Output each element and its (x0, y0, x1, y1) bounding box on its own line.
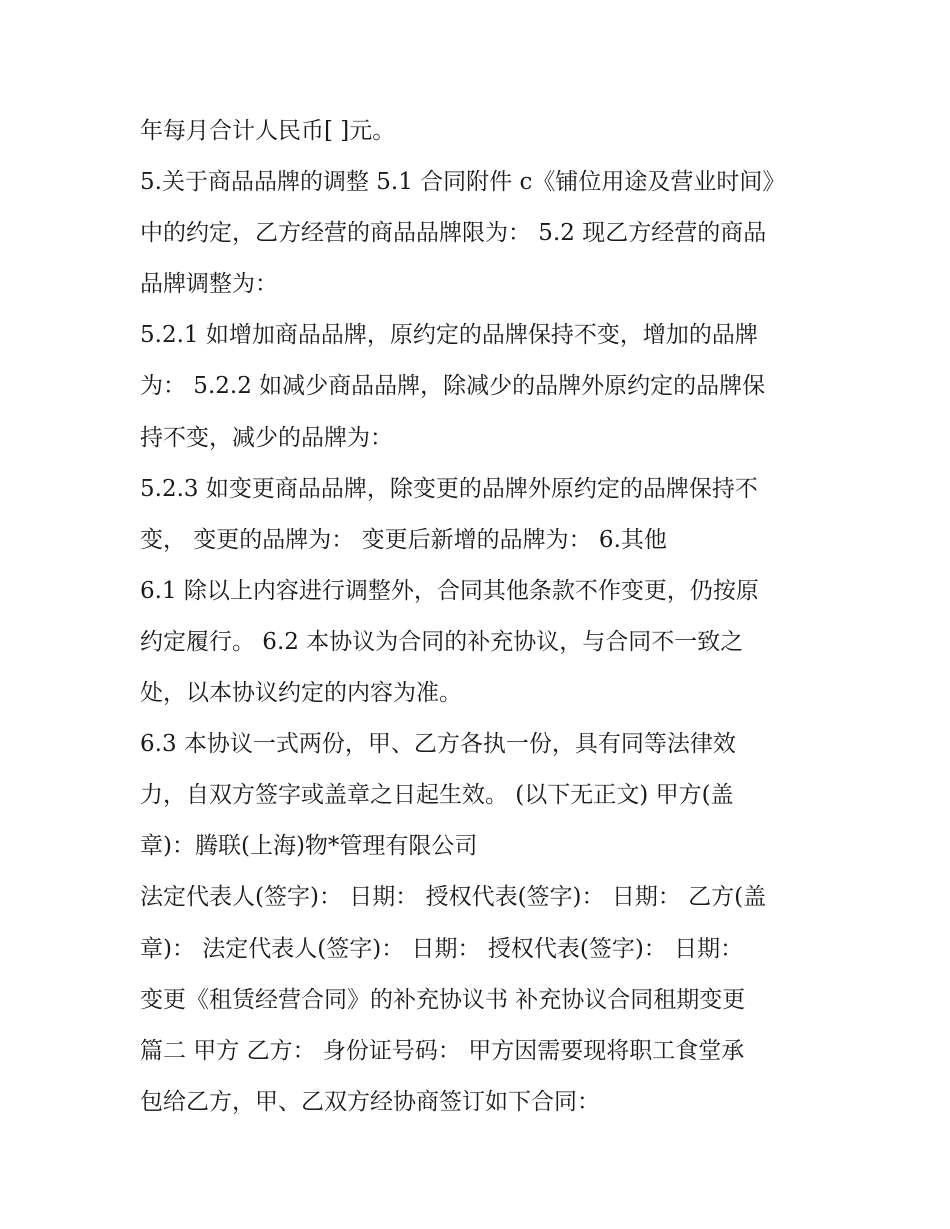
text-line: 变更《租赁经营合同》的补充协议书 补充协议合同租期变更 (140, 986, 746, 1013)
text-line: 中的约定，乙方经营的商品品牌限为： 5.2 现乙方经营的商品 (140, 220, 767, 247)
text-line: 包给乙方，甲、乙双方经协商签订如下合同： (140, 1088, 600, 1115)
text-line: 5.关于商品品牌的调整 5.1 合同附件 c《铺位用途及营业时间》 (140, 169, 786, 196)
text-line: 5.2.3 如变更商品品牌，除变更的品牌外原约定的品牌保持不 (140, 475, 758, 502)
text-line: 年每月合计人民币[ ]元。 (140, 118, 396, 144)
text-line: 章)： 法定代表人(签字)： 日期： 授权代表(签字)： 日期： (140, 935, 744, 962)
text-line: 6.3 本协议一式两份，甲、乙方各执一份，具有同等法律效 (140, 731, 736, 758)
text-line: 6.1 除以上内容进行调整外，合同其他条款不作变更，仍按原 (140, 577, 759, 604)
text-line: 持不变，减少的品牌为： (140, 424, 393, 451)
text-line: 处，以本协议约定的内容为准。 (140, 680, 462, 707)
text-line: 约定履行。 6.2 本协议为合同的补充协议，与合同不一致之 (140, 628, 744, 655)
text-line: 力，自双方签字或盖章之日起生效。 (以下无正文) 甲方(盖 (140, 782, 734, 809)
text-line: 篇二 甲方 乙方： 身份证号码： 甲方因需要现将职工食堂承 (140, 1037, 745, 1064)
text-line: 变， 变更的品牌为： 变更后新增的品牌为： 6.其他 (140, 526, 667, 553)
text-line: 品牌调整为： (140, 271, 278, 298)
text-line: 为： 5.2.2 如减少商品品牌，除减少的品牌外原约定的品牌保 (140, 373, 766, 400)
text-line: 5.2.1 如增加商品品牌，原约定的品牌保持不变，增加的品牌 (140, 322, 758, 349)
text-line: 章)：腾联(上海)物*管理有限公司 (140, 833, 478, 860)
text-line: 法定代表人(签字)： 日期： 授权代表(签字)： 日期： 乙方(盖 (140, 884, 767, 911)
document-body (140, 106, 840, 1128)
